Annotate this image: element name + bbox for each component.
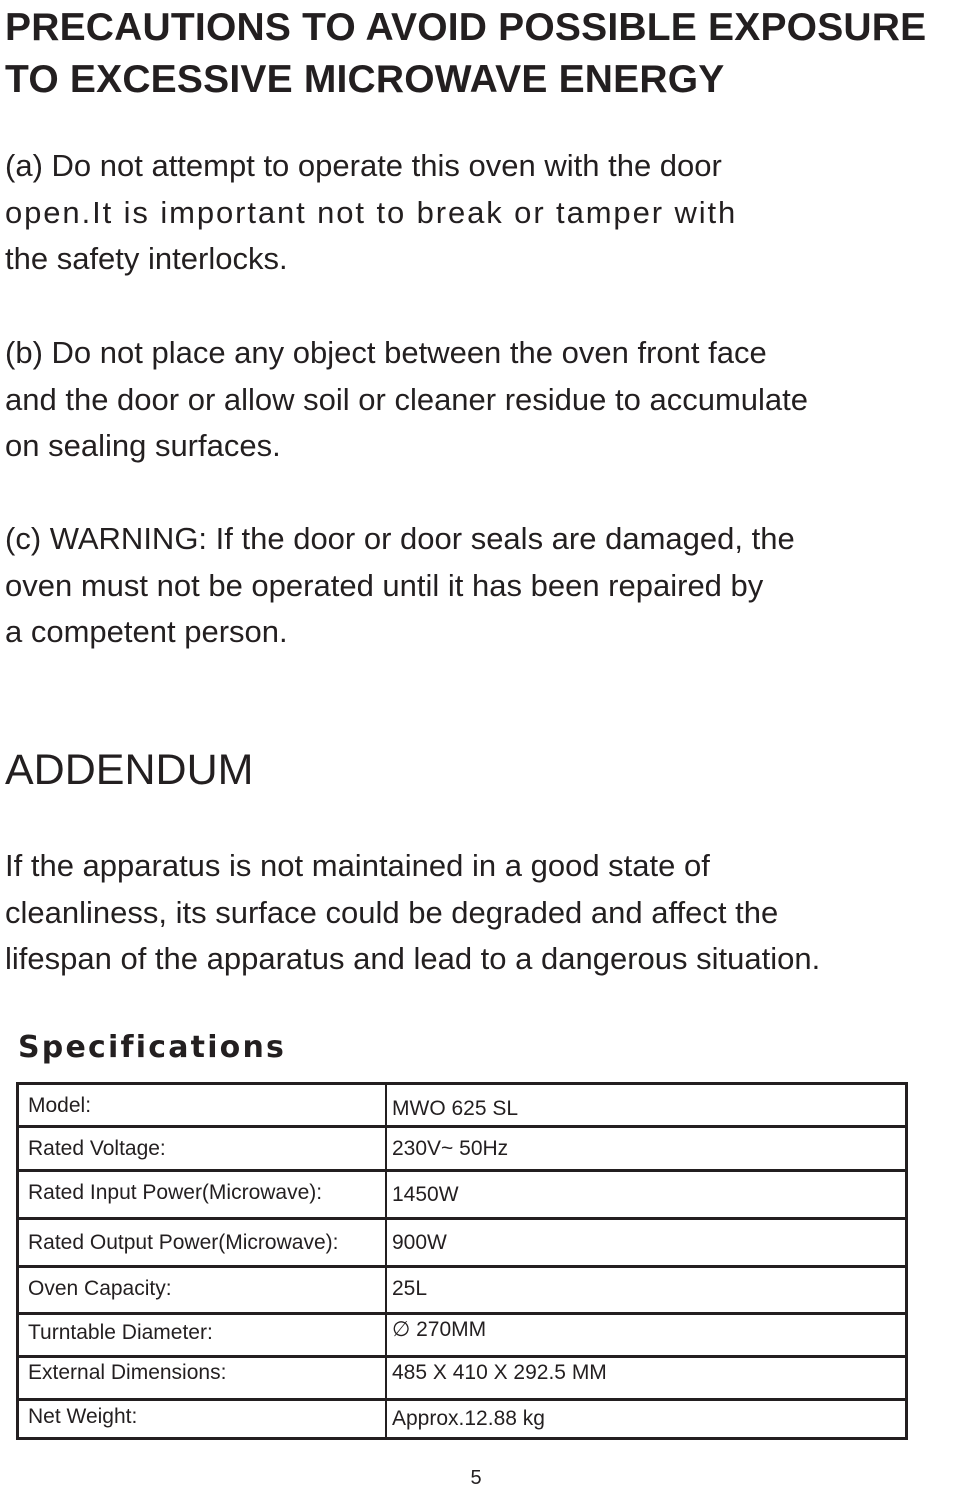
spec-label-oven-capacity: Oven Capacity: <box>28 1277 172 1300</box>
precaution-c-line-3: a competent person. <box>5 614 288 649</box>
table-row-divider <box>19 1217 905 1220</box>
addendum-text <box>5 843 820 983</box>
precaution-a <box>5 143 737 283</box>
table-row-divider <box>19 1265 905 1268</box>
table-column-divider <box>385 1085 387 1437</box>
precaution-b-line-1: (b) Do not place any object between the oven front face <box>5 335 767 370</box>
table-row-divider <box>19 1355 905 1358</box>
spec-value-oven-capacity: 25L <box>392 1277 428 1300</box>
table-row-divider <box>19 1125 905 1128</box>
spec-value-external-dimensions: 485 X 410 X 292.5 MM <box>392 1361 607 1384</box>
spec-value-model: MWO 625 SL <box>392 1097 519 1120</box>
page-heading <box>5 2 926 106</box>
table-row-divider <box>19 1398 905 1401</box>
spec-value-net-weight: Approx.12.88 kg <box>392 1407 545 1430</box>
precaution-b-line-3: on sealing surfaces. <box>5 428 281 463</box>
addendum-line-2: cleanliness, its surface could be degraded and affect the <box>5 894 779 930</box>
specifications-table <box>16 1082 908 1440</box>
spec-value-turntable-diameter: ∅ 270MM <box>392 1318 487 1341</box>
addendum-line-3: lifespan of the apparatus and lead to a dangerous situation. <box>5 941 821 976</box>
precaution-c-line-2: oven must not be operated until it has been repaired by <box>5 567 764 603</box>
table-row-divider <box>19 1312 905 1315</box>
heading-line-2: TO EXCESSIVE MICROWAVE ENERGY <box>5 58 725 101</box>
heading-line-1: PRECAUTIONS TO AVOID POSSIBLE EXPOSURE <box>5 6 927 49</box>
spec-label-rated-voltage: Rated Voltage: <box>28 1137 166 1160</box>
spec-label-rated-input-power: Rated Input Power(Microwave): <box>28 1181 323 1204</box>
spec-label-turntable-diameter: Turntable Diameter: <box>28 1321 213 1344</box>
spec-label-rated-output-power: Rated Output Power(Microwave): <box>28 1231 339 1254</box>
addendum-title: ADDENDUM <box>5 746 254 794</box>
spec-value-rated-output-power: 900W <box>392 1231 447 1254</box>
spec-label-external-dimensions: External Dimensions: <box>28 1361 227 1384</box>
spec-value-rated-voltage: 230V~ 50Hz <box>392 1137 509 1160</box>
spec-label-model: Model: <box>28 1094 92 1117</box>
precaution-a-line-2: open.It is important not to break or tamper with <box>5 194 738 230</box>
spec-label-net-weight: Net Weight: <box>28 1405 138 1428</box>
page-number: 5 <box>470 1467 482 1489</box>
precaution-a-line-1: (a) Do not attempt to operate this oven with the door <box>5 148 722 183</box>
precaution-c-line-1: (c) WARNING: If the door or door seals are damaged, the <box>5 521 795 556</box>
spec-value-rated-input-power: 1450W <box>392 1183 459 1206</box>
precaution-c <box>5 516 795 656</box>
table-row-divider <box>19 1169 905 1172</box>
precaution-a-line-3: the safety interlocks. <box>5 241 288 276</box>
precaution-b-line-2: and the door or allow soil or cleaner residue to accumulate <box>5 381 809 417</box>
specifications-title: Specifications <box>18 1030 287 1065</box>
addendum-line-1: If the apparatus is not maintained in a good state of <box>5 848 710 883</box>
precaution-b <box>5 330 808 470</box>
